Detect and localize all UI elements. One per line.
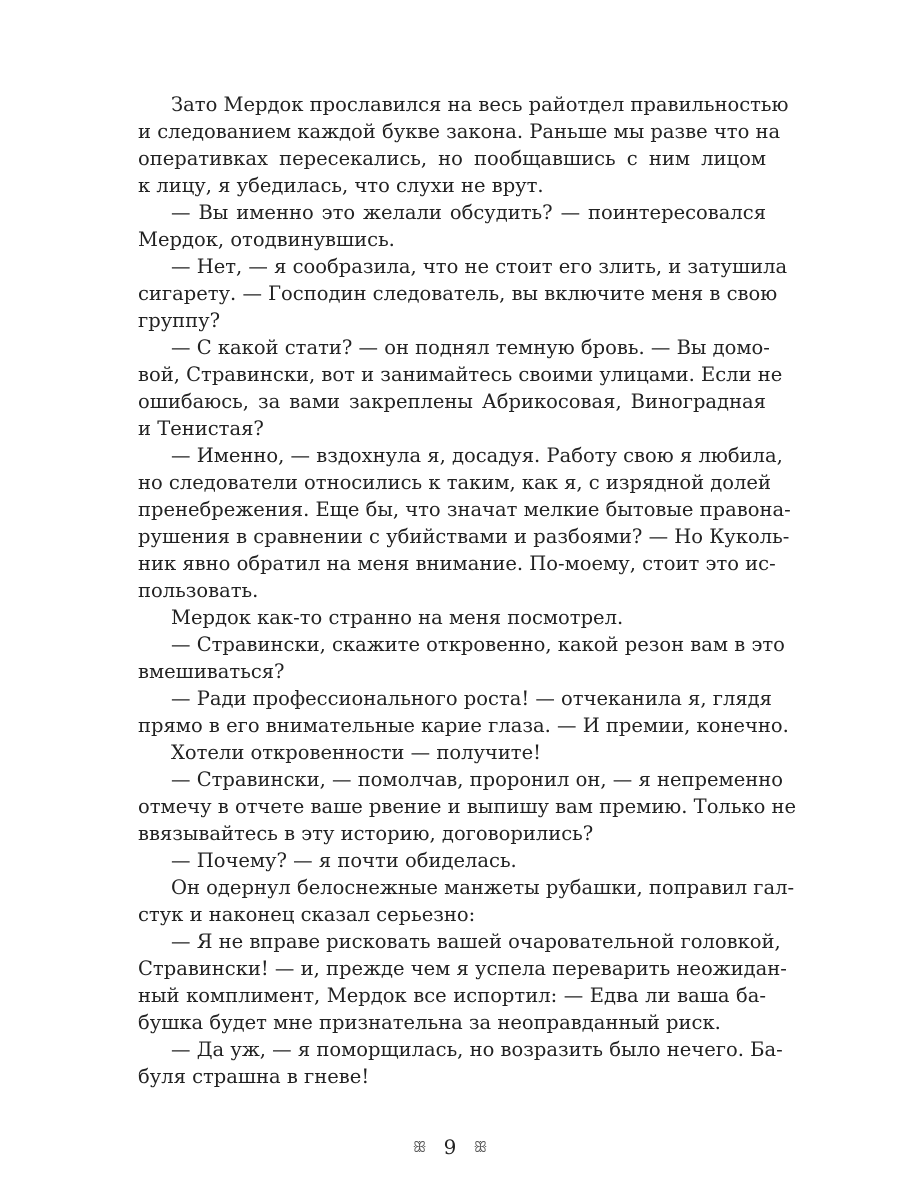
text-line: — Почему? — я почти обиделась. xyxy=(171,849,517,872)
text-line: сигарету. — Господин следователь, вы включите меня в свою xyxy=(138,282,778,305)
text-line: Стравински! — и, прежде чем я успела переварить неожидан- xyxy=(138,957,787,980)
text-line: прямо в его внимательные карие глаза. — И премии, конечно. xyxy=(138,714,789,737)
text-line: пренебрежения. Еще бы, что значат мелкие бытовые правона- xyxy=(138,498,791,521)
text-line: вмешиваться? xyxy=(138,660,285,683)
text-line: — Нет, — я сообразила, что не стоит его злить, и затушила xyxy=(171,255,788,278)
text-line: — С какой стати? — он поднял темную бровь. — Вы домо- xyxy=(171,336,770,359)
text-line: Он одернул белоснежные манжеты рубашки, поправил гал- xyxy=(171,876,795,899)
text-line: стук и наконец сказал серьезно: xyxy=(138,903,476,926)
page-footer xyxy=(0,1135,900,1159)
text-line: ник явно обратил на меня внимание. По-моему, стоит это ис- xyxy=(138,552,776,575)
text-line: вой, Стравински, вот и занимайтесь своими улицами. Если не xyxy=(138,363,783,386)
text-line: — Стравински, скажите откровенно, какой резон вам в это xyxy=(171,633,785,656)
text-line: и следованием каждой букве закона. Раньше мы разве что на xyxy=(138,120,781,143)
text-line: ный комплимент, Мердок все испортил: — Едва ли ваша ба- xyxy=(138,984,766,1007)
text-line: — Да уж, — я поморщилась, но возразить было нечего. Ба- xyxy=(171,1038,783,1061)
text-line: буля страшна в гневе! xyxy=(138,1065,370,1088)
text-line: ввязывайтесь в эту историю, договорились? xyxy=(138,822,594,845)
text-line: бушка будет мне признательна за неоправданный риск. xyxy=(138,1011,721,1034)
text-line: пользовать. xyxy=(138,579,259,602)
text-line: Мердок, отодвинувшись. xyxy=(138,228,395,251)
right-ornament-icon: ꕥ xyxy=(473,1138,488,1156)
text-line: Мердок как-то странно на меня посмотрел. xyxy=(171,606,624,629)
text-line: — Ради профессионального роста! — отчеканила я, глядя xyxy=(171,687,772,710)
page-number: 9 xyxy=(443,1135,457,1159)
text-line: — Именно, — вздохнула я, досадуя. Работу свою я любила, xyxy=(171,444,783,467)
text-line: группу? xyxy=(138,309,221,332)
text-line: Хотели откровенности — получите! xyxy=(171,741,541,764)
text-line: — Стравински, — помолчав, проронил он, — я непременно xyxy=(171,768,783,791)
text-line: — Вы именно это желали обсудить? — поинтересовался xyxy=(171,201,766,224)
text-line: — Я не вправе рисковать вашей очаровательной головкой, xyxy=(171,930,781,953)
text-line: и Тенистая? xyxy=(138,417,264,440)
text-line: Зато Мердок прославился на весь райотдел правильностью xyxy=(171,93,789,116)
text-line: к лицу, я убедилась, что слухи не врут. xyxy=(138,174,544,197)
text-line: оперативках пересекались, но пообщавшись с ним лицом xyxy=(138,147,766,170)
text-line: рушения в сравнении с убийствами и разбоями? — Но Куколь- xyxy=(138,525,790,548)
text-line: ошибаюсь, за вами закреплены Абрикосовая, Виноградная xyxy=(138,390,766,413)
left-ornament-icon: ꕥ xyxy=(412,1138,427,1156)
text-line: отмечу в отчете ваше рвение и выпишу вам премию. Только не xyxy=(138,795,797,818)
text-line: но следователи относились к таким, как я, с изрядной долей xyxy=(138,471,771,494)
body-text xyxy=(138,91,797,1090)
